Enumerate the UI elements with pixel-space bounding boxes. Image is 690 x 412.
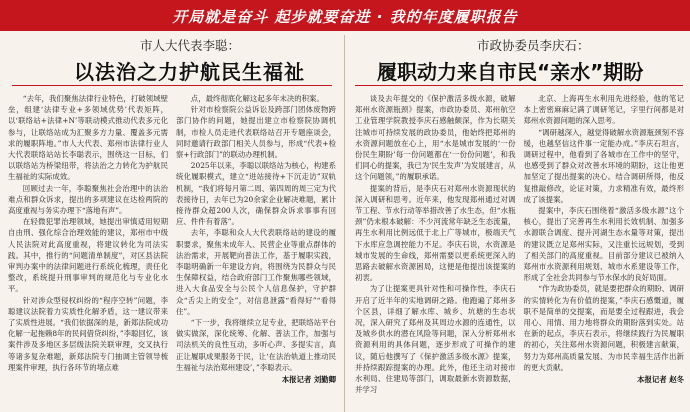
paragraph: 针对市检察院公益诉讼及跨部门团体废物跨部门协作的问题，她提出建立市检察院协调机制，市检人员走进代表联络站召开专题座谈会，同时邀请行政部门相关人员参与，形成“代表+检察+行政部门”的联动办理机制。 (176, 105, 336, 160)
article-right (347, 31, 690, 412)
paragraph: 回顾过去一年，李聪聚焦社会治理中的法治难点和群众诉求，提出的多项建议在达检两院的高度重视与务实办理下“落地有声”。 (8, 183, 168, 216)
article-left-body (8, 93, 336, 412)
headline-rule (355, 85, 683, 86)
paragraph: 提案的背后，是李庆石对郑州水资源现状的深入调研和思考。近年来，他发现郑州通过对调节工程、节水行动等举措改善了水生态，但“水瓶颈”仍未根本破解：不少河流常年缺乏生态流量，再生水利用比例远低于北上广等城市，极端天气下水库应急调控能力不足。李庆石说，水资源是城市发展的生命线，郑州需要以更系统更深入的思路去破解水资源困局，这便是他提出该提案的初衷。 (355, 183, 516, 283)
article-right-subtitle: 市政协委员李庆石： (477, 38, 590, 53)
article-left-column-2 (176, 93, 336, 412)
paragraph: “作为政协委员，就是要把群众的期盼、调研的实情转化为有价值的提案，”李庆石感慨道，履职不是简单的交提案，而是要全过程跟进，我会用心、用情、用力地将群众的期盼落到实处。站在新的起点，李庆石表示，将继续践行为民履职的初心，关注郑州水资源问题，积极建言献策，努力为郑州高质量发展、为市民幸福生活作出新的更大贡献。 (523, 284, 684, 372)
paragraph: 谈及去年提交的《保护激活多级水源，破解郑州水资源瓶颈》提案，市政协委员、郑州航空工业管理学院教授李庆石感触颇深，作为长期关注城市可持续发展的政协委员，他始终把郑州的水资源问题放在心上，用“水是城市发展的‘一份份民生期盼’每一份问题都在‘一份份问题’，和我们同心的提案，我已为‘民生发声’为发展建言，从这个问题领，”的履职承诺。 (355, 94, 516, 182)
paragraph: 2025年以来，李聪以联络站为核心，构建系统化履职模式，建立“进站接待+下沉走访”双轨机制，“我们将每月第二周、第四周的周三定为代表接待日，去年已为20余家企业解决难题，累计接待群众超200人次，确保群众诉求事事有回应、件件有着落”。 (176, 161, 336, 227)
paragraph: “下一步，我将继续立足专业，把联络站平台做实做深，深化统筹、化解、普法工作，加强与司法机关的良性互动，多听心声、多提实言，真正让履职成果服务于民，让‘在法治轨道上推动民生福祉与法治郑州建设’，”李聪表示。 (176, 318, 336, 372)
paragraph: 去年，李聪和众人大代表联络站的建设的履职要求，聚焦未成年人、民营企业等重点群体的法治需求，开展靶向普法工作，基于履职实践，李聪明确新一年建设方向，将围绕为民群众与民生保障权益，结合政府部门工作聚焦哪些领域，进入大食品安全与公民个人信息保护，守护群众“舌尖上的安全”，对信息泄露“看得好”“看得住”。 (176, 228, 336, 316)
article-right-column-1 (355, 93, 516, 412)
article-left-headline: 以法治之力护航民生福祉 (74, 60, 305, 84)
paragraph: 在轻微犯罪治理领域，她提出审慎适用短期自由刑、强化综合治理效能的建议，郑州市中级人民法院对此高度重视，将建议转化为司法实践。其中，推行的“问题清单制度”，对区县法院审判办案中的法律问题进行系统化梳理，责任化整改，系统提升刑事审判的规范化与专业化水平。 (8, 217, 168, 294)
article-right-headline: 履职动力来自市民“亲水”期盼 (377, 60, 644, 84)
article-left-byline: 本报记者 刘勤卿 (281, 375, 336, 385)
paragraph: 北京、上海再生水利用先进经验，他的笔记本上密密麻麻记满了调研笔记，字里行间都是对郑州水资源问题的深入思考。 (523, 94, 684, 126)
article-left-column-1 (8, 93, 168, 412)
paragraph: 点，最终彻底化解这起多年未决的积案。 (190, 94, 324, 103)
article-left (0, 31, 342, 412)
report-banner (0, 0, 690, 31)
article-right-body (355, 93, 684, 412)
article-right-column-2 (524, 93, 685, 412)
paragraph: 针对涉众型侵权纠纷的“程序空转”问题，李聪建议法院着力实质性化解矛盾，这一建议带来了实质性进展。“我们依据深的是，新郑法院成功化解一起拖赖8年的民间借贷纠纷，”李聪回忆，该案件涉及多地区多层级法院关联审理，交叉执行等诸多复杂难题，新郑法院专门抽调主管领导梳理案件审理，执行各环节的堵点难 (8, 295, 168, 372)
paragraph: 提案中，李庆石围绕着“激活多级水源”这个核心，提出了完善再生水利用长效机制、加强多水源联合调度、提升河湖生态水量等对策，提出的建议既立足郑州实际，又注重长远规划，受到了相关部门的高度重视。目前部分建议已被纳入郑州市水资源利用规划、城市水系建设等工作，形成了全社会共同参与节水保水的良好局面。 (523, 206, 684, 283)
article-left-subtitle: 市人大代表李聪： (140, 38, 241, 53)
paragraph: 为了让提案更具针对性和可操作性，李庆石开启了近半年的实地调研之路。他跑遍了郑州多个区县，详细了解水库、城乡、坑塘的生态状况，深入研究了郑州及其周边水源的连通性，以及城乡供水的潜在风险等问题，深入分析郑州水资源利用的具体问题，逐步形成了可操作的建议，随后他撰写了《保护激活多级水源》提案，并持续跟踪提案的办理。此外，他还主动对接市水利局、住建局等部门，调取最新水资源数据，并学习 (355, 284, 516, 395)
headline-rule (12, 85, 332, 86)
banner-title: 开局就是奋斗 起步就要奋进 · 我的年度履职报告 (172, 8, 518, 26)
paragraph: “去年，我们聚焦法律行业特色，打破领域壁垒，组建‘法律专业+多领域优势’代表矩阵，以‘联络站+法律+N’等联动模式推动代表多元化参与，让联络站成为汇聚多方力量、覆盖多元需求的履职阵地。”市人大代表、郑州市法律行业人大代表联络站站长李聪表示，围绕这一目标，们以联络站为桥梁纽带，将法治之力转化为护航民生福祉的实际成效。 (8, 94, 168, 182)
article-right-byline: 本报记者 赵冬 (637, 375, 684, 385)
column-divider (344, 35, 345, 412)
paragraph: “调研越深入，越觉得破解水资源瓶颈刻不容缓，也越坚信这件事一定能办成。”李庆石坦言，调研过程中，他看到了各城市在工作中的坚守，也感受到了群众对改善水环境的期盼，这让他更加坚定了提出提案的决心。结合调研所得，他反复推敲修改，论证对策，力求精准有效，最终形成了该提案。 (523, 127, 684, 204)
